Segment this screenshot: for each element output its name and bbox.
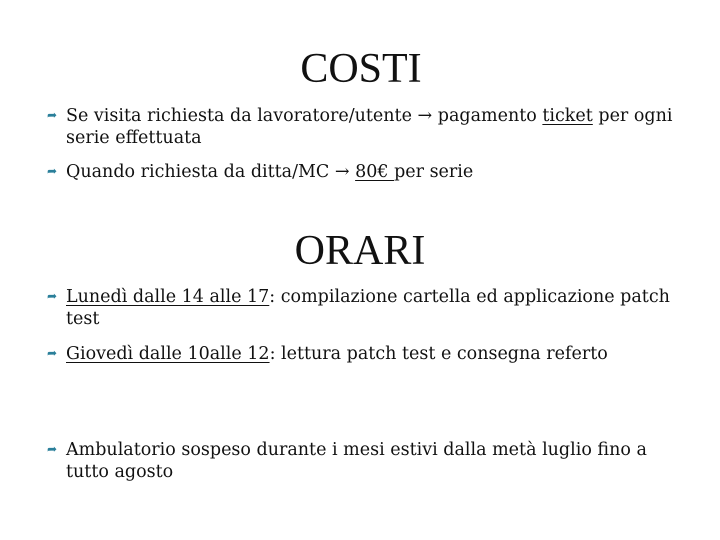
bullet-text: Ambulatorio sospeso durante i mesi estivi dalla metà luglio fino a tutto agosto xyxy=(66,440,647,482)
curved-arrow-bullet-icon: ➦ xyxy=(47,346,58,360)
orari-bullet-giovedi xyxy=(47,342,687,365)
curved-arrow-bullet-icon: ➦ xyxy=(47,442,58,456)
curved-arrow-bullet-icon: ➦ xyxy=(47,108,58,122)
costi-bullet-ditta xyxy=(47,160,687,183)
bullet-text-underlined: Lunedì dalle 14 alle 17 xyxy=(66,287,270,307)
bullet-text-post: : compilazione cartella ed applicazione patch test xyxy=(66,287,670,329)
bullet-text-pre: Quando richiesta da ditta/MC → xyxy=(66,162,356,182)
bullet-text-pre: Se visita richiesta da lavoratore/utente → pagamento xyxy=(66,106,543,126)
costi-title: COSTI xyxy=(300,46,422,92)
bullet-text-underlined: ticket xyxy=(542,106,593,126)
note-bullet-ambulatorio xyxy=(47,438,687,483)
costi-bullet-ticket xyxy=(47,104,687,149)
orari-title: ORARI xyxy=(294,228,426,274)
orari-bullet-lunedi xyxy=(47,285,687,330)
bullet-text-post: : lettura patch test e consegna referto xyxy=(269,344,608,364)
bullet-text-underlined: Giovedì dalle 10alle 12 xyxy=(66,344,270,364)
bullet-text-post: per ogni serie effettuata xyxy=(66,106,673,148)
curved-arrow-bullet-icon: ➦ xyxy=(47,164,58,178)
bullet-text-underlined: 80€ xyxy=(355,162,395,182)
curved-arrow-bullet-icon: ➦ xyxy=(47,289,58,303)
bullet-text-post: per serie xyxy=(394,162,474,182)
